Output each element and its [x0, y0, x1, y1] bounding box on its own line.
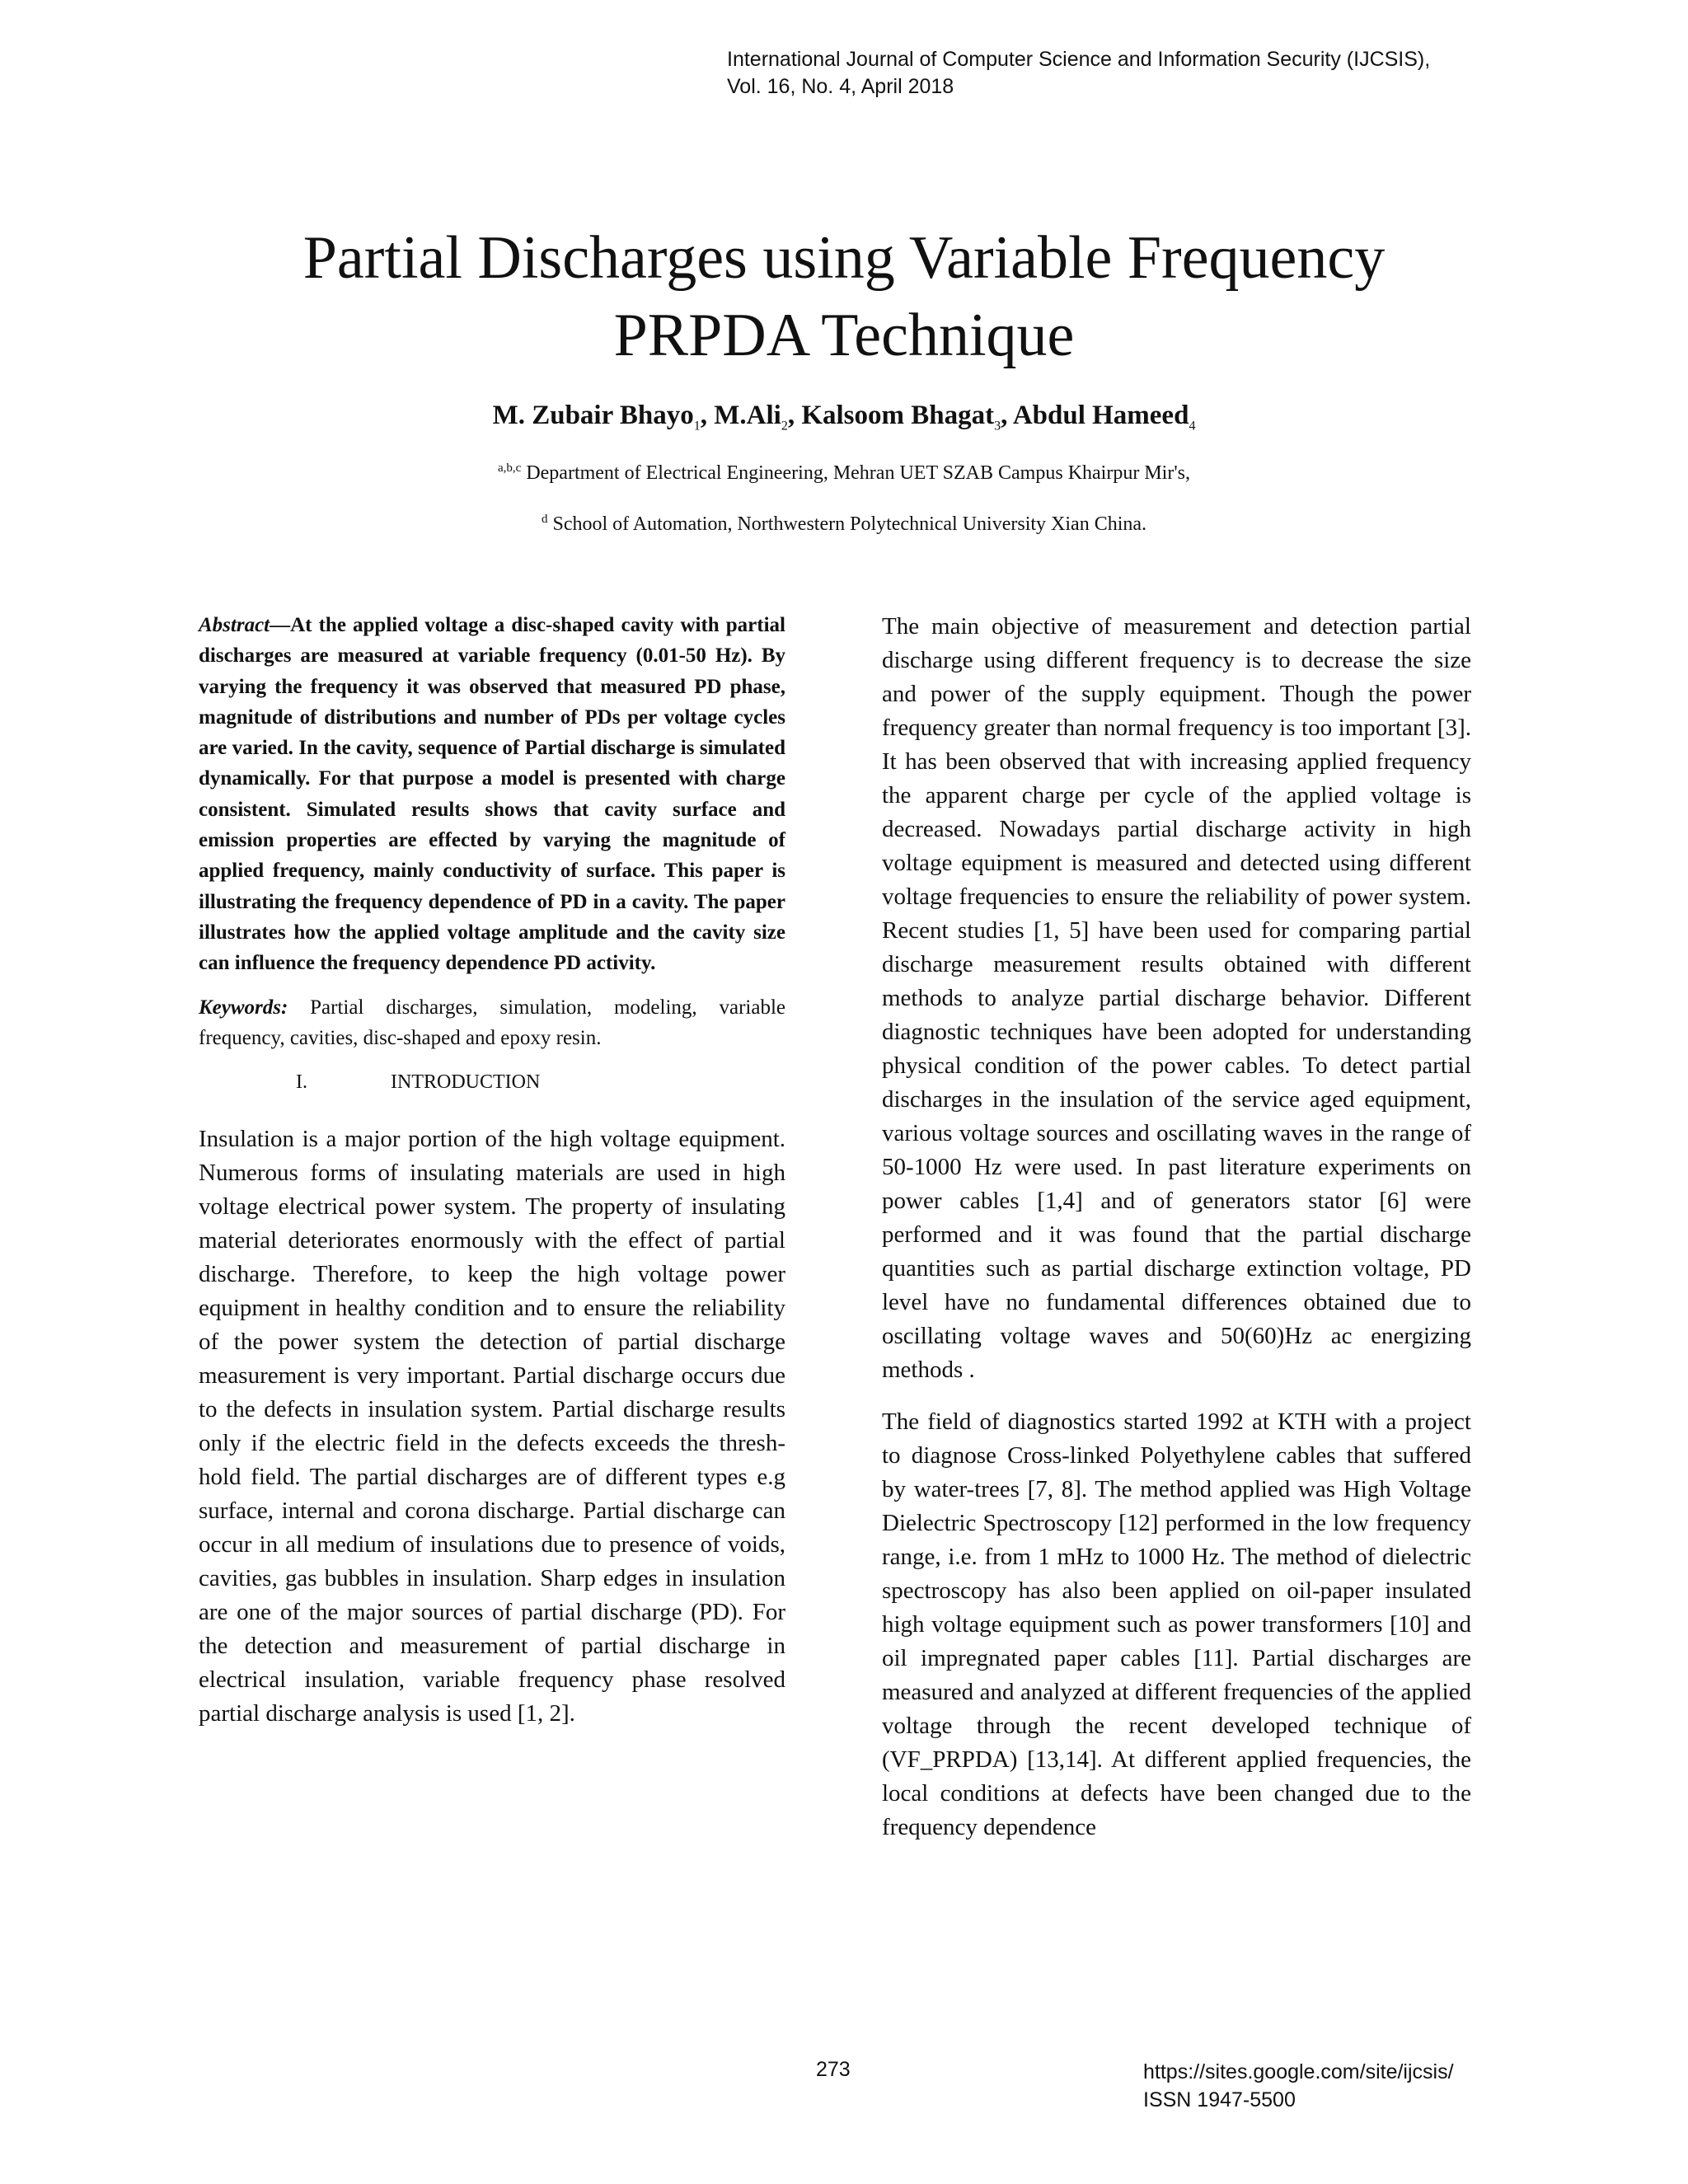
affiliation-text: Department of Electrical Engineering, Mehran UET SZAB Campus Khairpur Mir's, — [521, 462, 1190, 484]
author-index: 3 — [994, 419, 1001, 434]
author-name: M.Ali — [714, 401, 781, 430]
page-number: 273 — [816, 2058, 851, 2081]
issn: ISSN 1947-5500 — [1143, 2088, 1296, 2111]
abstract-text: At the applied voltage a disc-shaped cavity with partial discharges are measured at variable frequency (0.01-50 Hz). By varying the frequency it was observed that measured PD phase, magnitude of distributions and number of PDs per voltage cycles are varied. In the cavity, sequence of Partial discharge is simulated dynamically. For that purpose a model is presented with charge consistent. Simulated results shows that cavity surface and emission properties are effected by varying the magnitude of applied frequency, mainly conductivity of surface. This paper is illustrating the frequency dependence of PD in a cavity. The paper illustrates how the applied voltage amplitude and the cavity size can influence the frequency dependence PD activity. — [199, 614, 785, 975]
journal-url: https://sites.google.com/site/ijcsis/ — [1143, 2060, 1454, 2083]
affiliation-mark: a,b,c — [497, 462, 522, 475]
paper-title-line2: PRPDA Technique — [613, 302, 1075, 369]
section-heading — [199, 1071, 785, 1103]
affiliation-text: School of Automation, Northwestern Polytechnical University Xian China. — [547, 513, 1147, 535]
affiliation — [0, 462, 1688, 485]
author-name: Kalsoom Bhagat — [801, 401, 995, 430]
keywords-label: Keywords: — [199, 996, 288, 1019]
author-name: M. Zubair Bhayo — [492, 401, 694, 430]
affiliation-mark: d — [541, 513, 548, 526]
author-name: Abdul Hameed — [1012, 401, 1189, 430]
journal-header — [727, 46, 1650, 101]
paper-title — [0, 219, 1688, 374]
section-number: I. — [296, 1071, 307, 1093]
abstract-label: Abstract — [199, 614, 270, 636]
keywords — [199, 992, 785, 1053]
keywords-text: Partial discharges, simulation, modeling, variable frequency, cavities, disc-shaped and epoxy resin. — [199, 996, 785, 1049]
paper-title-line1: Partial Discharges using Variable Frequency — [302, 224, 1386, 292]
right-column — [882, 610, 1471, 1844]
body-paragraph: The main objective of measurement and detection partial discharge using different frequency is to decrease the size and power of the supply equipment. Though the power frequency greater than normal frequency is too important [3]. It has been observed that with increasing applied frequency the apparent charge per cycle of the applied voltage is decreased. Nowadays partial discharge activity in high voltage equipment is measured and detected using different voltage frequencies to ensure the reliability of power system. Recent studies [1, 5] have been used for comparing partial discharge measurement results obtained with different methods to analyze partial discharge behavior. Different diagnostic techniques have been adopted for understanding physical condition of the power cables. To detect partial discharges in the insulation of the service aged equipment, various voltage sources and oscillating waves in the range of 50-1000 Hz were used. In past literature experiments on power cables [1,4] and of generators stator [6] were performed and it was found that the partial discharge quantities such as partial discharge extinction voltage, PD level have no fundamental differences obtained due to oscillating voltage waves and 50(60)Hz ac energizing methods . — [882, 613, 1471, 1383]
affiliation — [0, 513, 1688, 536]
footer-info — [1143, 2058, 1454, 2114]
author-list: M. Zubair Bhayo$_1$, M.Ali$_2$, Kalsoom Bhagat$_3$, Abdul Hameed$_4$ — [492, 401, 1196, 434]
section-title: INTRODUCTION — [391, 1071, 541, 1093]
journal-volume: Vol. 16, No. 4, April 2018 — [727, 75, 954, 98]
author-index: 2 — [781, 419, 788, 434]
author-index: 1 — [693, 419, 701, 434]
author-index: 4 — [1189, 419, 1196, 434]
body-paragraph: The field of diagnostics started 1992 at KTH with a project to diagnose Cross-linked Polyethylene cables that suffered by water-trees [7, 8]. The method applied was High Voltage Dielectric Spectroscopy [12] performed in the low frequency range, i.e. from 1 mHz to 1000 Hz. The method of dielectric spectroscopy has also been applied on oil-paper insulated high voltage equipment such as power transformers [10] and oil impregnated paper cables [11]. Partial discharges are measured and analyzed at different frequencies of the applied voltage through the recent developed technique of (VF_PRPDA) [13,14]. At different applied frequencies, the local conditions at defects have been changed due to the frequency dependence — [882, 1408, 1471, 1840]
journal-name: International Journal of Computer Science and Information Security (IJCSIS), — [727, 48, 1431, 71]
left-column — [199, 610, 785, 1731]
intro-paragraph: Insulation is a major portion of the high voltage equipment. Numerous forms of insulating materials are used in high voltage electrical power system. The property of insulating material deteriorates enormously with the effect of partial discharge. Therefore, to keep the high voltage power equipment in healthy condition and to ensure the reliability of the power system the detection of partial discharge measurement is very important. Partial discharge occurs due to the defects in insulation system. Partial discharge results only if the electric field in the defects exceeds the thresh-hold field. The partial discharges are of different types e.g surface, internal and corona discharge. Partial discharge can occur in all medium of insulations due to presence of voids, cavities, gas bubbles in insulation. Sharp edges in insulation are one of the major sources of partial discharge (PD). For the detection and measurement of partial discharge in electrical insulation, variable frequency phase resolved partial discharge analysis is used [1, 2]. — [199, 1125, 785, 1727]
abstract: Abstract—At the applied voltage a disc-shaped cavity with partial discharges are measured at variable frequency (0.01-50 Hz). By varying the frequency it was observed that measured PD phase, magnitude of distributions and number of PDs per voltage cycles are varied. In the cavity, sequence of Partial discharge is simulated dynamically. For that purpose a model is presented with charge consistent. Simulated results shows that cavity surface and emission properties are effected by varying the magnitude of applied frequency, mainly conductivity of surface. This paper is illustrating the frequency dependence of PD in a cavity. The paper illustrates how the applied voltage amplitude and the cavity size can influence the frequency dependence PD activity. — [199, 614, 785, 975]
